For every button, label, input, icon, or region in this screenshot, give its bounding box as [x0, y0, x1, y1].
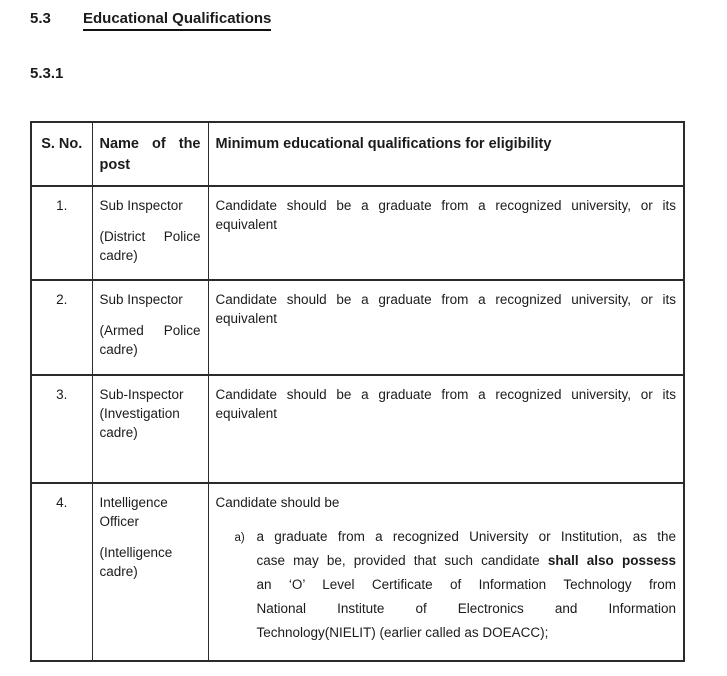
post-cadre-line2: cadre) [99, 248, 138, 263]
header-sno: S. No. [31, 122, 92, 186]
qualification-line1: Candidate should be a graduate from a recognized university, or its [215, 198, 676, 213]
table-row [31, 186, 684, 280]
post-cadre-line2: cadre) [99, 564, 138, 579]
header-qualifications: Minimum educational qualifications for eligibility [208, 122, 684, 186]
post-cadre-line1: (Intelligence [99, 545, 173, 560]
header-post-line1: Name of the [99, 136, 201, 152]
cell-qualifications [208, 280, 684, 375]
qualification-list-item-a [235, 525, 677, 645]
qualification-line1: Candidate should be a graduate from a recognized university, or its [215, 292, 676, 307]
cell-post [92, 375, 208, 483]
cell-post [92, 280, 208, 375]
table-row [31, 280, 684, 375]
cell-sno: 1. [31, 186, 92, 280]
section-number: 5.3 [30, 10, 51, 27]
post-name: Sub Inspector [99, 198, 183, 213]
list-item-line4: National Institute of Electronics and Information [256, 601, 676, 616]
post-name-line2: Officer [99, 514, 140, 529]
table-header-row [31, 122, 684, 186]
cell-sno: 4. [31, 483, 92, 661]
cell-qualifications [208, 186, 684, 280]
cell-qualifications [208, 375, 684, 483]
list-item-text [257, 525, 677, 645]
section-title: Educational Qualifications [83, 9, 271, 31]
qualifications-table [30, 121, 685, 662]
qualification-line1: Candidate should be a graduate from a recognized university, or its [215, 387, 676, 402]
cell-qualifications [208, 483, 684, 661]
cell-sno: 3. [31, 375, 92, 483]
post-cadre-line1: (Armed Police [99, 323, 201, 338]
header-post-line2: post [99, 157, 131, 173]
post-cadre-line2: cadre) [99, 342, 138, 357]
post-cadre-line1: (Investigation [99, 406, 180, 421]
post-name: Sub Inspector [99, 292, 183, 307]
post-name: Sub-Inspector [99, 387, 184, 402]
qualification-line2: equivalent [215, 311, 278, 326]
qualification-intro: Candidate should be [215, 495, 340, 510]
list-item-line5: Technology(NIELIT) (earlier called as DOEACC); [256, 625, 549, 640]
table-row [31, 483, 684, 661]
list-marker: a) [234, 532, 245, 544]
table-row [31, 375, 684, 483]
post-name-line1: Intelligence [99, 495, 168, 510]
post-cadre-line1: (District Police [99, 229, 201, 244]
list-item-line1: a graduate from a recognized University or Institution, as the [256, 529, 676, 544]
cell-post [92, 483, 208, 661]
cell-sno: 2. [31, 280, 92, 375]
post-cadre-line2: cadre) [99, 425, 138, 440]
list-item-line2-bold: shall also possess [547, 553, 676, 568]
qualification-line2: equivalent [215, 406, 278, 421]
list-item-line2 [257, 549, 677, 573]
section-heading [30, 9, 727, 31]
list-item-line2-text: case may be, provided that such candidate [256, 553, 548, 568]
list-item-line3: an ‘O’ Level Certificate of Information Technology from [256, 577, 676, 592]
subsection-number: 5.3.1 [30, 65, 64, 82]
header-post [92, 122, 208, 186]
qualification-line2: equivalent [215, 217, 278, 232]
cell-post [92, 186, 208, 280]
